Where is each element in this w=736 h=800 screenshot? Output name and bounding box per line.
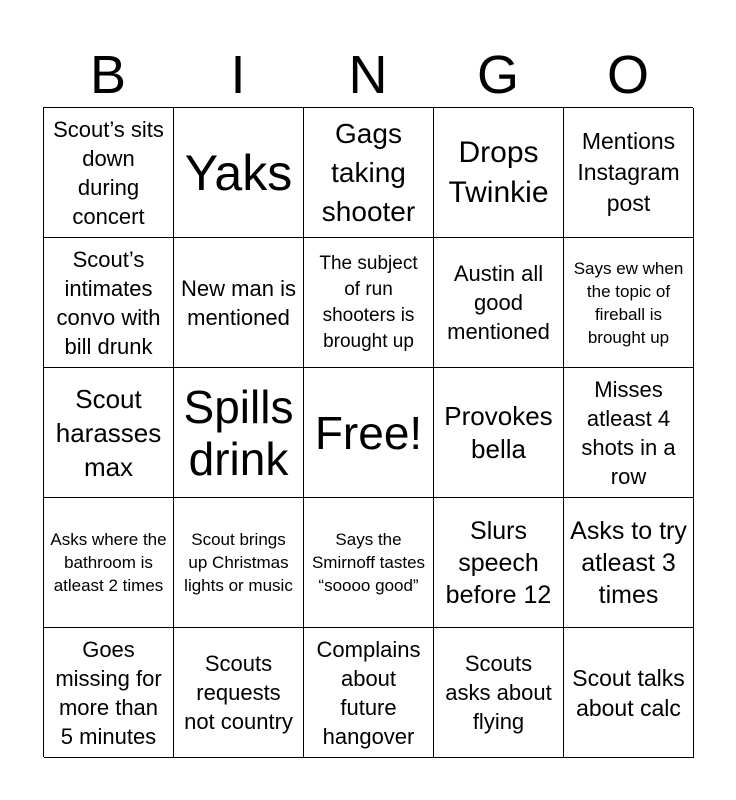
header-letter-o: O xyxy=(606,45,649,105)
bingo-cell[interactable] xyxy=(304,628,434,758)
bingo-cell[interactable] xyxy=(434,238,564,368)
cell-text: Complains about future hangover xyxy=(316,636,421,749)
cell-text: Yaks xyxy=(184,144,293,201)
cell-text: Says ew when the topic of fireball is brought up xyxy=(573,258,684,347)
cell-text: Mentions Instagram post xyxy=(577,128,680,216)
header-letter-g: G xyxy=(476,45,519,105)
bingo-cell[interactable] xyxy=(564,628,694,758)
cell-text: Spills drink xyxy=(183,380,294,485)
bingo-cell[interactable] xyxy=(434,628,564,758)
bingo-cell[interactable] xyxy=(44,628,174,758)
bingo-cell[interactable] xyxy=(304,108,434,238)
cell-text: Scout talks about calc xyxy=(572,664,685,721)
cell-text: Goes missing for more than 5 minutes xyxy=(55,636,162,749)
cell-text: Scout harasses max xyxy=(55,383,162,482)
bingo-board xyxy=(43,107,693,757)
bingo-cell[interactable] xyxy=(44,238,174,368)
cell-text: Says the Smirnoff tastes “soooo good” xyxy=(311,530,426,595)
cell-text: Scouts asks about flying xyxy=(445,651,552,734)
cell-text: The subject of run shooters is brought up xyxy=(319,252,418,352)
bingo-cell[interactable] xyxy=(304,498,434,628)
header-letter-b: B xyxy=(89,45,127,105)
bingo-cell[interactable] xyxy=(44,368,174,498)
bingo-cell[interactable] xyxy=(44,498,174,628)
cell-text: Gags taking shooter xyxy=(321,118,416,227)
cell-text: Scouts requests not country xyxy=(184,651,293,734)
cell-text: New man is mentioned xyxy=(181,275,296,330)
header-letter-i: I xyxy=(230,45,246,105)
cell-text: Slurs speech before 12 xyxy=(445,516,552,609)
cell-text: Misses atleast 4 shots in a row xyxy=(581,376,676,489)
bingo-cell[interactable] xyxy=(564,498,694,628)
bingo-cell[interactable] xyxy=(174,628,304,758)
bingo-cell[interactable] xyxy=(434,108,564,238)
bingo-header xyxy=(43,44,693,106)
bingo-cell[interactable] xyxy=(44,108,174,238)
bingo-cell[interactable] xyxy=(174,498,304,628)
cell-text: Free! xyxy=(314,406,423,459)
header-letter-n: N xyxy=(348,45,388,105)
bingo-cell[interactable] xyxy=(174,108,304,238)
bingo-cell[interactable] xyxy=(304,368,434,498)
bingo-cell[interactable] xyxy=(174,238,304,368)
cell-text: Scout’s intimates convo with bill drunk xyxy=(56,246,161,359)
bingo-cell[interactable] xyxy=(564,108,694,238)
cell-text: Austin all good mentioned xyxy=(447,261,550,344)
bingo-cell[interactable] xyxy=(564,238,694,368)
bingo-cell[interactable] xyxy=(174,368,304,498)
cell-text: Scout’s sits down during concert xyxy=(53,116,164,229)
bingo-cell[interactable] xyxy=(564,368,694,498)
cell-text: Drops Twinkie xyxy=(448,135,549,209)
cell-text: Provokes bella xyxy=(444,400,553,464)
bingo-cell[interactable] xyxy=(434,498,564,628)
cell-text: Scout brings up Christmas lights or music xyxy=(184,530,293,595)
cell-text: Asks to try atleast 3 times xyxy=(570,516,687,609)
bingo-cell[interactable] xyxy=(434,368,564,498)
cell-text: Asks where the bathroom is atleast 2 times xyxy=(50,530,167,595)
bingo-cell[interactable] xyxy=(304,238,434,368)
